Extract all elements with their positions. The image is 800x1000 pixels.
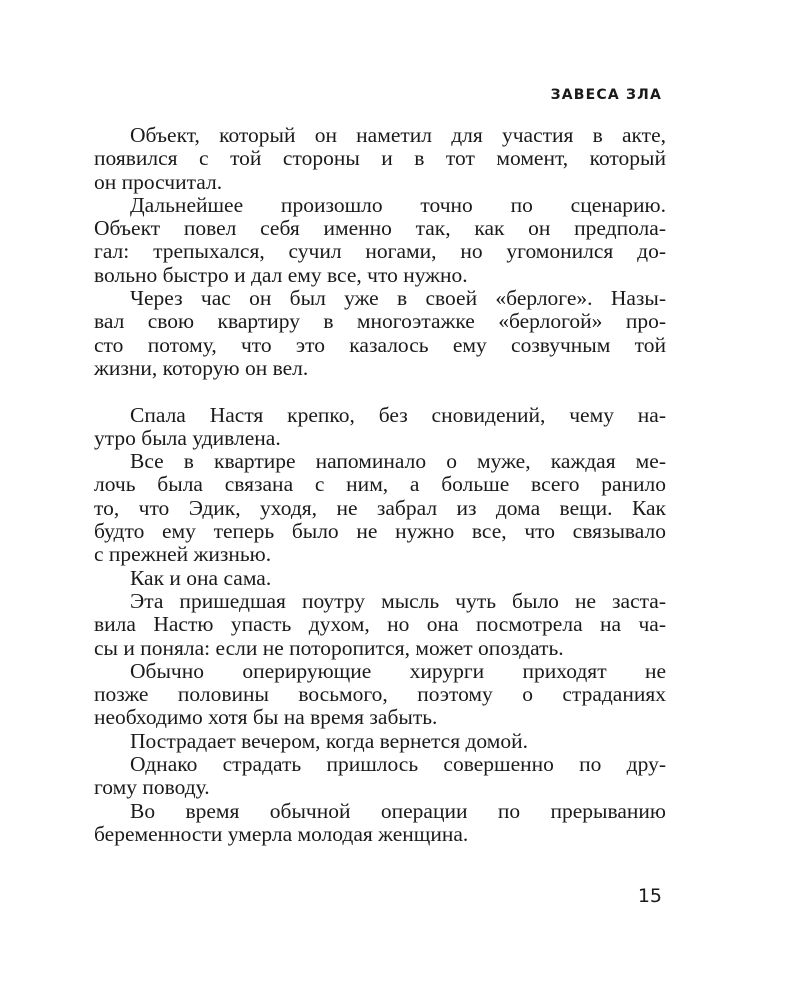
page-number: 15 [637,885,662,907]
text-line: вила Настю упасть духом, но она посмотрела на ча- [94,612,666,637]
text-line: вольно быстро и дал ему все, что нужно. [94,262,468,287]
text-line: позже половины восьмого, поэтому о страданиях [94,682,666,707]
running-header: ЗАВЕСА ЗЛА [550,87,662,103]
text-line: Эта пришедшая поутру мысль чуть было не заста- [130,588,666,613]
text-line: утро была удивлена. [94,425,281,450]
text-line: Обычно оперирующие хирурги приходят не [130,658,666,683]
text-line: Объект, который он наметил для участия в акте, [130,123,666,147]
text-line: Однако страдать пришлось совершенно по дру- [130,752,666,777]
text-line: беременности умерла молодая женщина. [94,821,469,846]
text-line: Через час он был уже в своей «берлоге». Назы- [130,286,666,311]
text-line: гому поводу. [94,775,210,800]
text-line: Все в квартире напоминало о муже, каждая ме- [130,449,666,474]
text-line: то, что Эдик, уходя, не забрал из дома вещи. Как [94,495,666,520]
text-line: Объект повел себя именно так, как он предпола- [94,216,666,241]
text-line: с прежней жизнью. [94,542,272,567]
text-line: сто потому, что это казалось ему созвучным той [94,332,666,357]
text-line: будто ему теперь было не нужно все, что связывало [94,519,666,544]
text-line: жизни, которую он вел. [94,355,309,380]
text-line: необходимо хотя бы на время забыть. [94,705,438,730]
text-line: появился с той стороны и в тот момент, который [94,146,666,171]
text-line: гал: трепыхался, сучил ногами, но угомонился до- [94,239,666,264]
text-line: Как и она сама. [130,565,272,590]
text-line: он просчитал. [94,169,223,194]
text-line: Во время обычной операции по прерыванию [130,798,666,823]
text-line: Пострадает вечером, когда вернется домой. [130,728,528,753]
text-line: сы и поняла: если не поторопится, может опоздать. [94,635,564,660]
body-text [94,124,666,846]
text-line: Дальнейшее произошло точно по сценарию. [130,192,666,217]
section-break [94,380,666,403]
text-line: Спала Настя крепко, без сновидений, чему на- [130,402,666,427]
text-line: лочь была связана с ним, а больше всего ранило [94,472,666,497]
text-line: вал свою квартиру в многоэтажке «берлогой» про- [94,309,666,334]
